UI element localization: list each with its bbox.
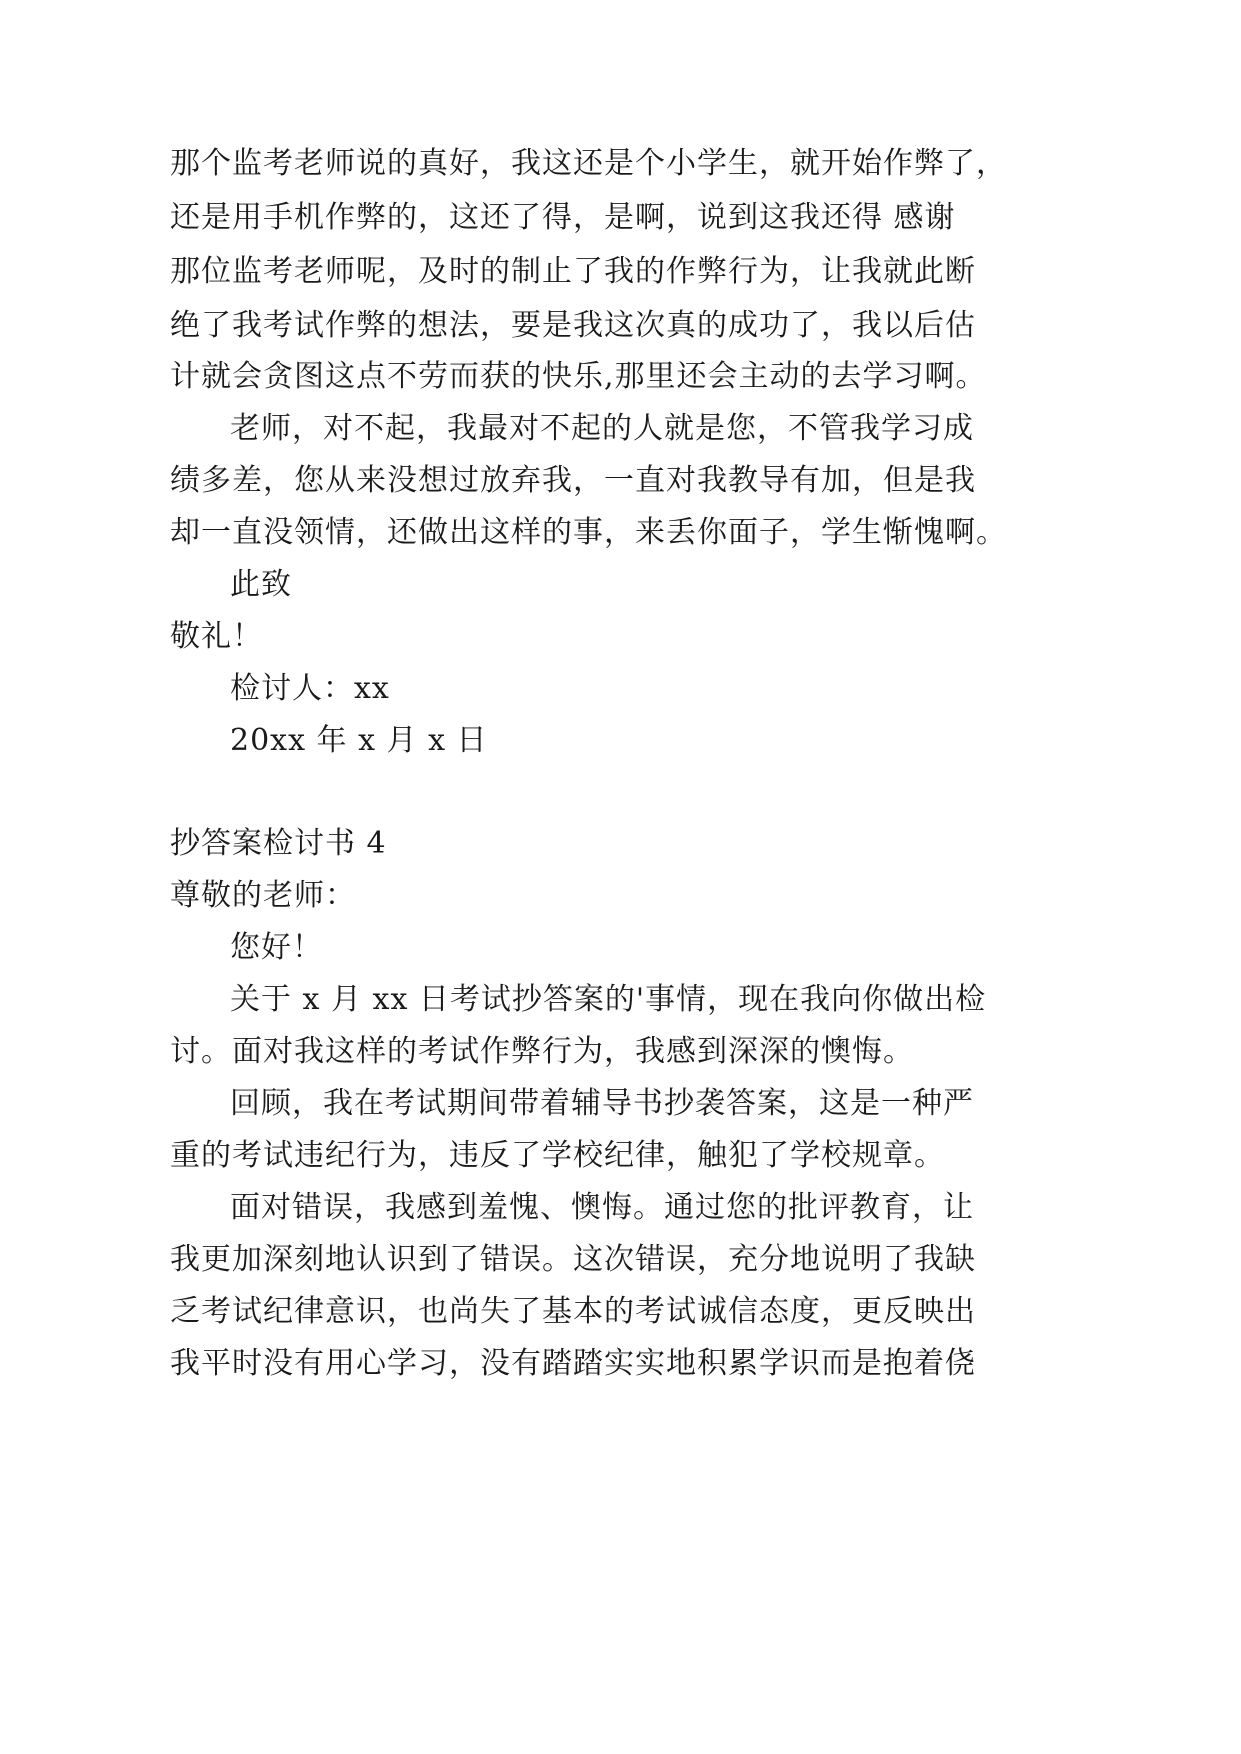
paragraph-line: 讨。面对我这样的考试作弊行为，我感到深深的懊悔。 [170,1034,914,1069]
paragraph-line: 重的考试违纪行为，违反了学校纪律，触犯了学校规章。 [170,1138,945,1173]
paragraph-line: 我更加深刻地认识到了错误。这次错误，充分地说明了我缺 [170,1242,976,1277]
salutation: 尊敬的老师： [170,878,356,913]
paragraph-line: 我平时没有用心学习，没有踏踏实实地积累学识而是抱着侥 [170,1346,976,1381]
paragraph-line: 关于 x 月 xx 日考试抄答案的'事情，现在我向你做出检 [230,982,987,1017]
paragraph-line: 老师，对不起，我最对不起的人就是您，不管我学习成 [230,411,974,446]
signature-line: 检讨人：xx [230,671,390,706]
paragraph-line: 绩多差，您从来没想过放弃我，一直对我教导有加，但是我 [170,463,976,498]
closing-salutation: 此致 [230,567,292,602]
greeting: 您好！ [230,930,323,965]
closing-regards: 敬礼！ [170,619,263,654]
paragraph-line: 那位监考老师呢，及时的制止了我的作弊行为，让我就此断 [170,254,976,289]
paragraph-line: 回顾，我在考试期间带着辅导书抄袭答案，这是一种严 [230,1086,974,1121]
date-line: 20xx 年 x 月 x 日 [230,723,488,758]
paragraph-line: 那个监考老师说的真好，我这还是个小学生，就开始作弊了， [170,146,1007,181]
paragraph-line: 乏考试纪律意识，也尚失了基本的考试诚信态度，更反映出 [170,1294,976,1329]
paragraph-line: 面对错误，我感到羞愧、懊悔。通过您的批评教育，让 [230,1190,974,1225]
paragraph-line: 计就会贪图这点不劳而获的快乐,那里还会主动的去学习啊。 [170,359,987,394]
section-title: 抄答案检讨书 4 [170,826,387,861]
paragraph-line: 还是用手机作弊的，这还了得，是啊，说到这我还得 感谢 [170,200,956,235]
paragraph-line: 却一直没领情，还做出这样的事，来丢你面子，学生惭愧啊。 [170,515,1007,550]
paragraph-line: 绝了我考试作弊的想法，要是我这次真的成功了，我以后估 [170,308,976,343]
